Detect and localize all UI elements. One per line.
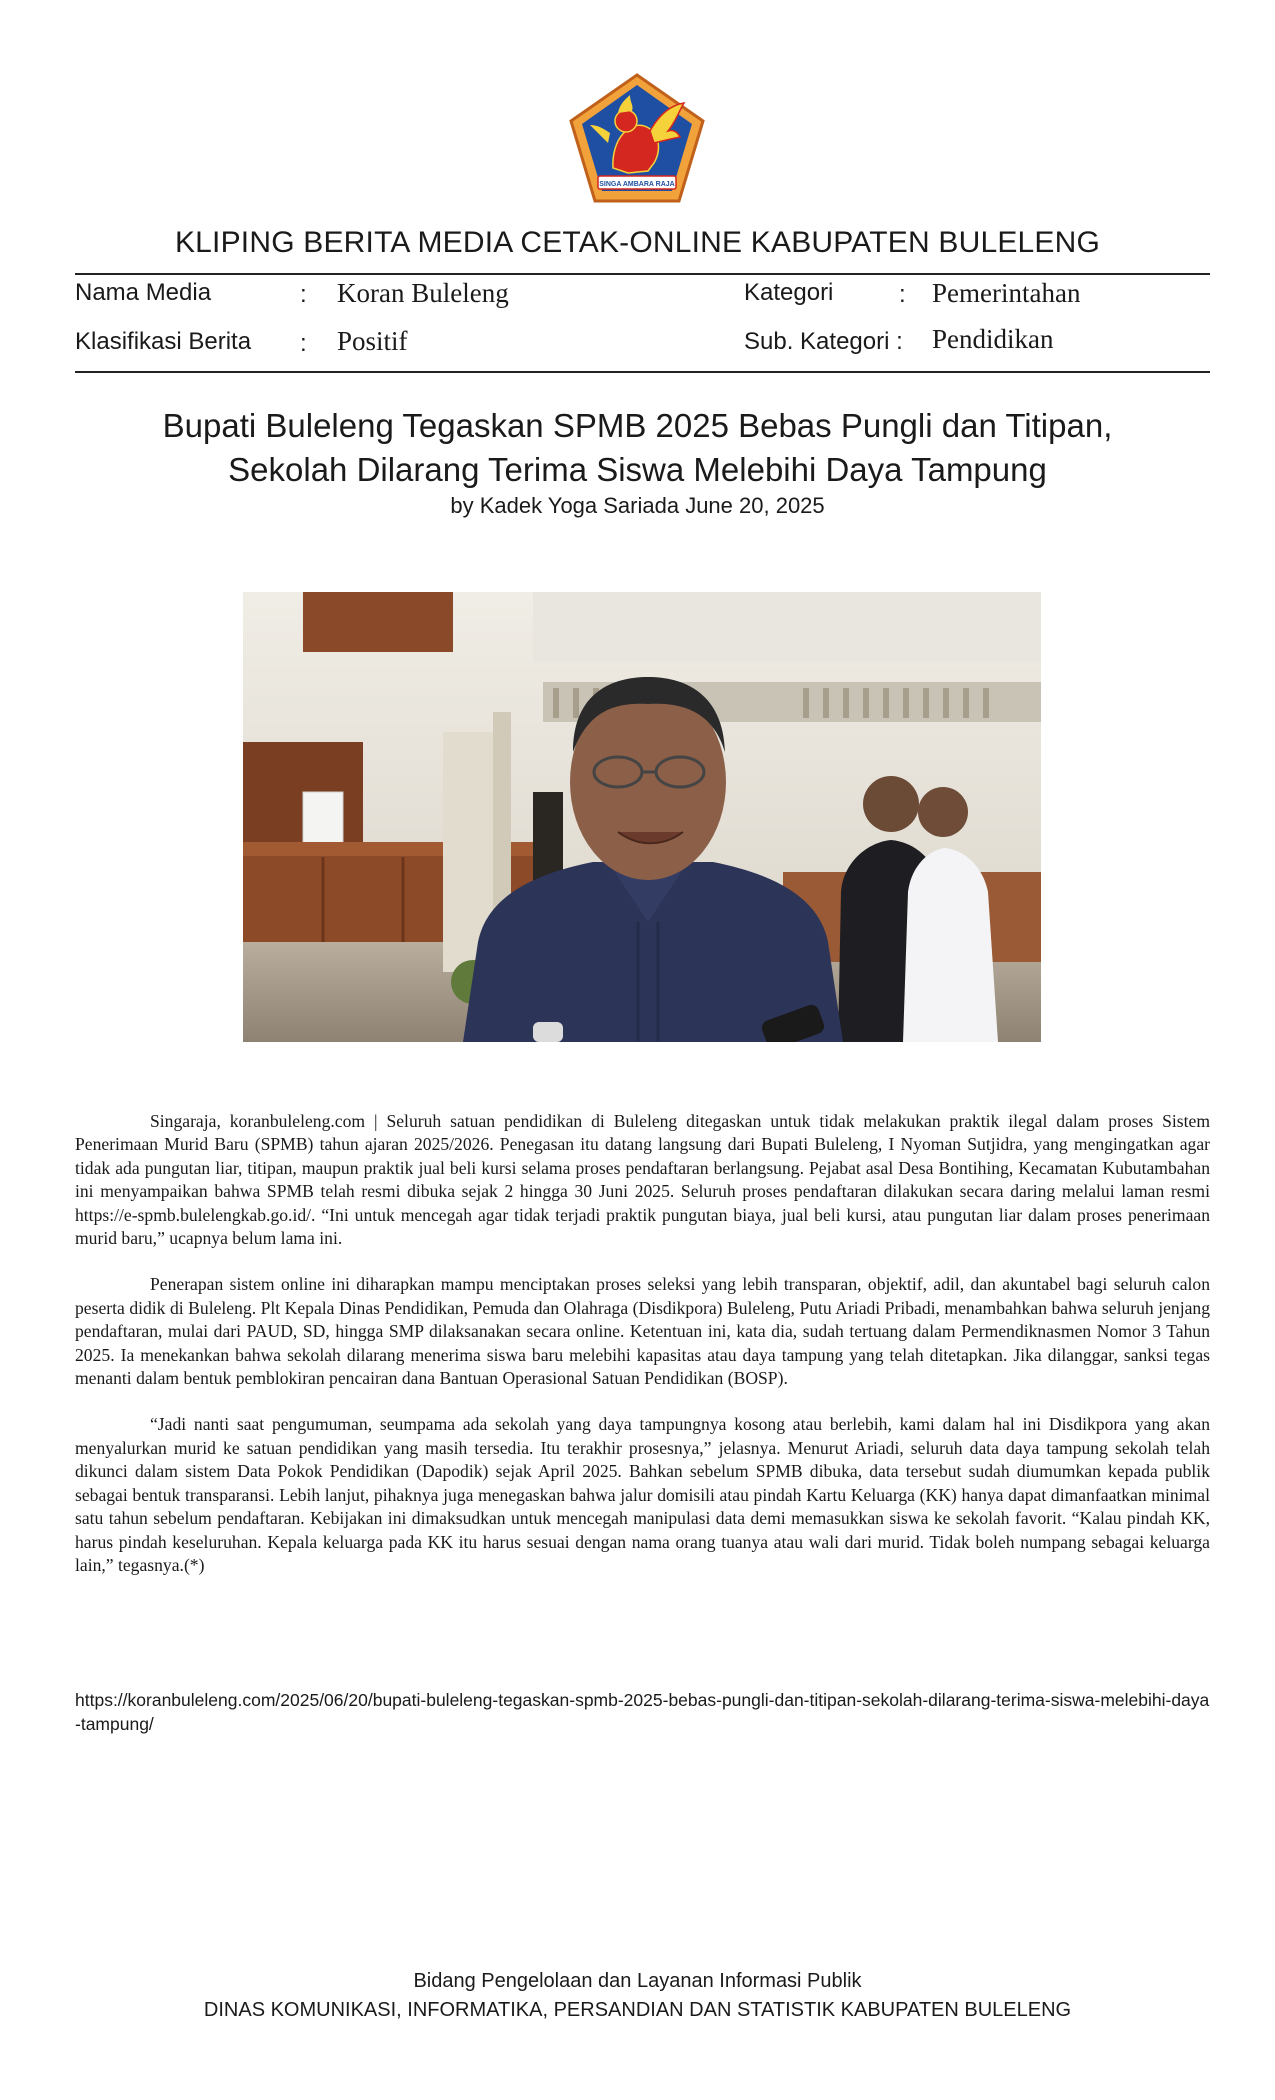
sub-kategori-label: Sub. Kategori : [744,328,903,355]
article-paragraph-2: Penerapan sistem online ini diharapkan mampu menciptakan proses seleksi yang lebih transparan, objektif, adil, dan akuntabel bagi seluruh calon peserta didik di Buleleng. Plt Kepala Dinas Pendidikan, Pemuda dan Olahraga (Disdikpora) Buleleng, Putu Ariadi Pribadi, menambahkan bahwa seluruh jenjang pendaftaran, mulai dari PAUD, SD, hingga SMP dilaksanakan secara online. Ketentuan ini, kata dia, sudah tertuang dalam Permendiknasmen Nomor 3 Tahun 2025. Ia menekankan bahwa sekolah dilarang menerima siswa baru melebihi kapasitas atau daya tampung yang telah ditetapkan. Jika dilanggar, sanksi tegas menanti dalam bentuk pemblokiran pencairan dana Bantuan Operasional Satuan Pendidikan (BOSP). [75,1274,1210,1389]
article-byline: by Kadek Yoga Sariada June 20, 2025 [450,493,825,518]
header-rule-bottom [75,371,1210,373]
klasifikasi-label: Klasifikasi Berita [75,328,252,355]
kategori-label: Kategori [744,279,834,306]
article-paragraph-3: “Jadi nanti saat pengumuman, seumpama ada sekolah yang daya tampungnya kosong atau berlebih, kami dalam hal ini Disdikpora yang akan menyalurkan murid ke satuan pendidikan yang masih tersedia. Itu terakhir prosesnya,” jelasnya. Menurut Ariadi, seluruh data daya tampung sekolah telah dikunci dalam sistem Data Pokok Pendidikan (Dapodik) sejak April 2025. Bahkan sebelum SPMB dibuka, data tersebut sudah diumumkan kepada publik sebagai bentuk transparansi. Lebih lanjut, pihaknya juga menegaskan bahwa jalur domisili atau pindah Kartu Keluarga (KK) hanya dapat dimanfaatkan minimal satu tahun sebelum pendaftaran. Kebijakan ini dimaksudkan untuk mencegah manipulasi data demi memasukkan siswa ke sekolah favorit. “Kalau pindah KK, harus pindah keseluruhan. Kepala keluarga pada KK itu harus sesuai dengan nama orang tuanya atau wali dari murid. Tidak boleh numpang sebagai keluarga lain,” tegasnya.(*) [75,1414,1210,1575]
nama-media-value: Koran Buleleng [337,278,509,308]
klasifikasi-colon: : [300,330,307,357]
emblem-motto: SINGA AMBARA RAJA [599,181,675,188]
klasifikasi-value: Positif [337,326,408,356]
header-rule-top [75,273,1210,275]
article-body [75,1110,1210,1600]
footer-agency: DINAS KOMUNIKASI, INFORMATIKA, PERSANDIAN DAN STATISTIK KABUPATEN BULELENG [203,1999,1072,2021]
article-title [0,404,1275,492]
nama-media-label: Nama Media [75,279,212,306]
kliping-header-title: KLIPING BERITA MEDIA CETAK-ONLINE KABUPATEN BULELENG [174,226,1101,259]
article-photo [243,592,1041,1042]
article-paragraph-1: Singaraja, koranbuleleng.com | Seluruh satuan pendidikan di Buleleng ditegaskan untuk tidak melakukan praktik ilegal dalam proses Sistem Penerimaan Murid Baru (SPMB) tahun ajaran 2025/2026. Penegasan itu datang langsung dari Bupati Buleleng, I Nyoman Sutjidra, yang mengingatkan agar tidak ada pungutan liar, titipan, maupun praktik jual beli kursi selama proses pendaftaran berlangsung. Pejabat asal Desa Bontihing, Kecamatan Kubutambahan ini menyampaikan bahwa SPMB telah resmi dibuka sejak 2 hingga 30 Juni 2025. Seluruh proses pendaftaran dilakukan secara daring melalui laman resmi https://e-spmb.bulelengkab.go.id/. “Ini untuk mencegah agar tidak terjadi praktik pungutan biaya, jual beli kursi, atau pungutan liar dalam proses penerimaan murid baru,” ucapnya belum lama ini. [75,1111,1210,1249]
kategori-value: Pemerintahan [932,278,1081,308]
article-title-line-2: Sekolah Dilarang Terima Siswa Melebihi Daya Tampung [228,451,1047,488]
footer-department: Bidang Pengelolaan dan Layanan Informasi Publik [413,1970,862,1992]
sub-kategori-value: Pendidikan [932,324,1054,354]
regency-emblem-icon [568,73,706,205]
source-url-link[interactable]: https://koranbuleleng.com/2025/06/20/bupati-buleleng-tegaskan-spmb-2025-bebas-pungli-dan-titipan-sekolah-dilarang-terima-siswa-melebihi-daya-tampung/ [75,1690,1210,1734]
nama-media-colon: : [300,281,307,308]
kategori-colon: : [899,281,906,308]
article-title-line-1: Bupati Buleleng Tegaskan SPMB 2025 Bebas Pungli dan Titipan, [162,407,1113,444]
